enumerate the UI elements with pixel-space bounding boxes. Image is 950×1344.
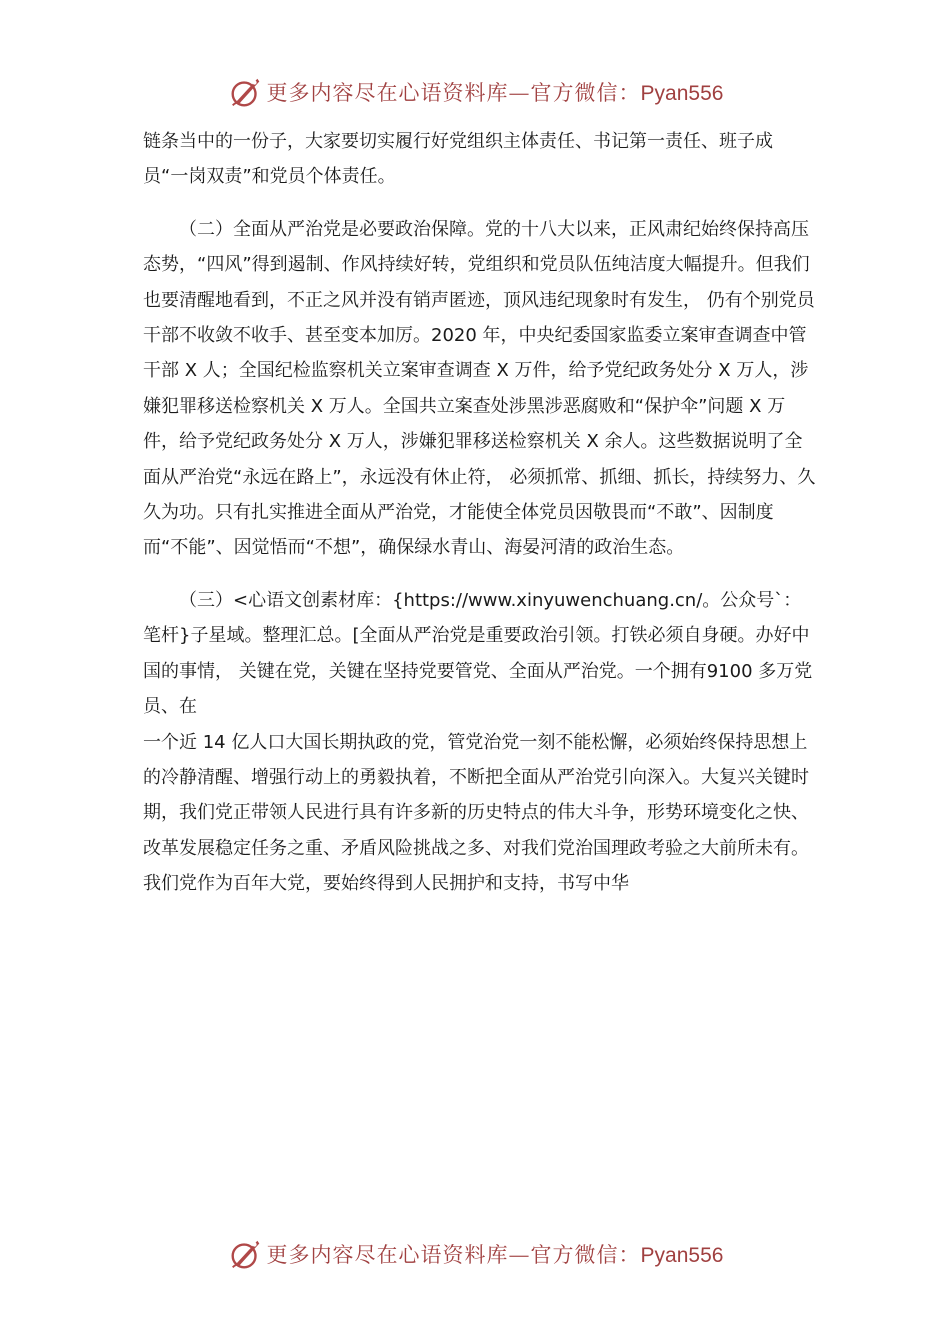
paragraph-4: 一个近 14 亿人口大国长期执政的党，管党治党一刻不能松懈，必须始终保持思想上的冷静清醒、增强行动上的勇毅执着，不断把全面从严治党引向深入。大复兴关键时期，我们党正带领人民进行具有许多新的历史特点的伟大斗争，形势环境变化之快、改革发展稳定任务之重、矛盾风险挑战之多、对我们党治国理政考验之大前所未有。我们党作为百年大党，要始终得到人民拥护和支持，书写中华 xyxy=(143,731,809,895)
quill-logo-icon xyxy=(227,73,265,111)
footer-watermark-main: 更多内容尽在心语资料库 xyxy=(266,1243,509,1267)
header-watermark-main: 更多内容尽在心语资料库 xyxy=(266,81,509,105)
paragraph-gap xyxy=(143,195,818,212)
header-watermark-banner xyxy=(0,70,950,114)
paragraph-2: （二）全面从严治党是必要政治保障。党的十八大以来，正风肃纪始终保持高压态势，“四风”得到遏制、作风持续好转，党组织和党员队伍纯洁度大幅提升。但我们也要清醒地看到，不正之风并没有销声匿迹，顶风违纪现象时有发生， 仍有个别党员干部不收敛不收手、甚至变本加厉。2020 年，中央纪委国家监委立案审查调查中管干部 X 人；全国纪检监察机关立案审查调查 X 万件，给予党纪政务处分 X 万人，涉嫌犯罪移送检察机关 X 万人。全国共立案查处涉黑涉恶腐败和“保护伞”问题 X 万件，给予党纪政务处分 X 万人，涉嫌犯罪移送检察机关 X 余人。这些数据说明了全面从严治党“永远在路上”，永远没有休止符， 必须抓常、抓细、抓长，持续努力、久久为功。只有扎实推进全面从严治党，才能使全体党员因敬畏而“不敢”、因制度而“不能”、因觉悟而“不想”，确保绿水青山、海晏河清的政治生态。 xyxy=(143,218,816,559)
header-watermark-official: 官方微信： xyxy=(530,81,641,105)
header-watermark-text xyxy=(267,77,724,107)
paragraph-3: （三）<心语文创素材库：{https://www.xinyuwenchuang.cn/。公众号`：笔杆}子星域。整理汇总。[全面从严治党是重要政治引领。打铁必须自身硬。办好中国的事情， 关键在党，关键在坚持党要管党、全面从严治党。一个拥有9100 多万党员、在 xyxy=(143,589,813,718)
paragraph-gap xyxy=(143,566,818,583)
footer-watermark-separator: — xyxy=(508,1243,531,1267)
footer-watermark-handle: Pyan556 xyxy=(640,1244,724,1267)
header-watermark-separator: — xyxy=(508,81,531,105)
footer-watermark-banner xyxy=(0,1232,950,1276)
footer-watermark-text xyxy=(267,1239,724,1269)
footer-watermark-official: 官方微信： xyxy=(530,1243,641,1267)
paragraph-1: 链条当中的一份子，大家要切实履行好党组织主体责任、书记第一责任、班子成员“一岗双责”和党员个体责任。 xyxy=(143,131,773,188)
quill-logo-icon xyxy=(227,1235,265,1273)
document-body xyxy=(143,124,818,902)
header-watermark-handle: Pyan556 xyxy=(640,82,724,105)
